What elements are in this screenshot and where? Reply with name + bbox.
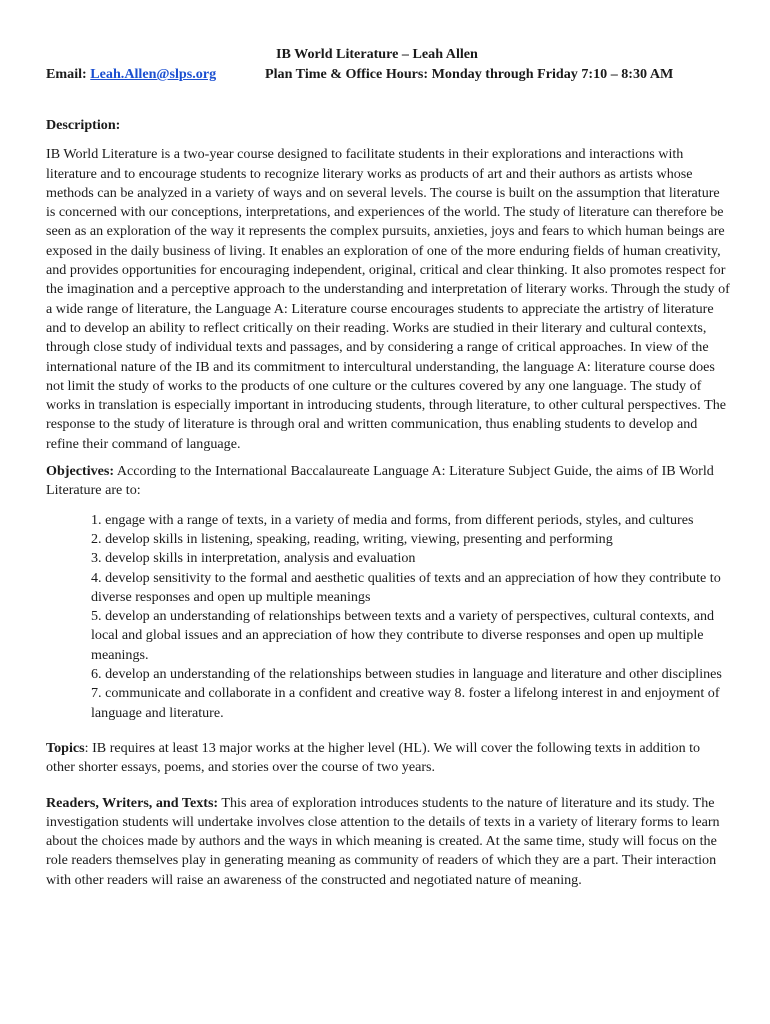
objectives-list: [91, 511, 731, 723]
list-item: 3. develop skills in interpretation, analysis and evaluation: [91, 550, 416, 567]
email-link[interactable]: Leah.Allen@slps.org: [90, 66, 217, 82]
contact-row: [46, 66, 730, 83]
readers-label: Readers, Writers, and Texts:: [46, 794, 219, 811]
list-item: 2. develop skills in listening, speaking, reading, writing, viewing, presenting and performing: [91, 530, 613, 547]
objectives-paragraph: [46, 462, 730, 501]
description-heading: Description:: [46, 117, 121, 133]
email-label: Email:: [46, 66, 91, 82]
readers-text: This area of exploration introduces students to the nature of literature and its study. The investigation students will undertake involves close attention to the details of texts in a variety of literary forms to learn about the choices made by authors and the ways in which meaning is created. At the same time, study will focus on the role readers themselves play in generating meaning as community of readers of which they are a part. Their interaction with other readers will raise an awareness of the constructed and negotiated nature of meaning.: [46, 794, 720, 888]
objectives-intro: According to the International Baccalaureate Language A: Literature Subject Guide, the aims of IB World Literature are to:: [46, 463, 714, 499]
list-item: 1. engage with a range of texts, in a variety of media and forms, from different periods, styles, and cultures: [91, 511, 694, 528]
readers-paragraph: [46, 794, 730, 890]
list-item: 5. develop an understanding of relationships between texts and a variety of perspectives, cultural contexts, and local and global issues and an appreciation of how they contribute to diverse responses and open up multiple meanings.: [91, 608, 715, 663]
topics-paragraph: [46, 739, 730, 778]
topics-label: Topics: [46, 739, 85, 756]
description-text: IB World Literature is a two-year course designed to facilitate students in their explorations and interactions with literature and to encourage students to recognize literary works as products of art and their authors as artists whose methods can be analyzed in a variety of ways and on several levels. The course is built on the assumption that literature is concerned with our conceptions, interpretations, and experiences of the world. The study of literature can therefore be seen as an exploration of the way it represents the complex pursuits, anxieties, joys and fears to which human beings are exposed in the daily business of living. It enables an exploration of one of the more enduring fields of human creativity, and provides opportunities for encouraging independent, original, critical and clear thinking. It also promotes respect for the imagination and a perceptive approach to the understanding and interpretation of literary works. Through the study of a wide range of literature, the Language A: Literature course encourages students to appreciate the artistry of literature and to develop an ability to reflect critically on their reading. Works are studied in their literary and cultural contexts, through close study of individual texts and passages, and by considering a range of critical approaches. In view of the international nature of the IB and its commitment to intercultural understanding, the language A: literature course does not limit the study of works to the products of one culture or the cultures covered by any one language. The study of works in translation is especially important in introducing students, through literature, to other cultural perspectives. The response to the study of literature is through oral and written communication, thus enabling students to develop and refine their command of language.: [46, 146, 730, 452]
list-item: 6. develop an understanding of the relationships between studies in language and literature and other disciplines: [91, 666, 722, 683]
list-item: 7. communicate and collaborate in a confident and creative way 8. foster a lifelong interest in and enjoyment of language and literature.: [91, 685, 720, 721]
objectives-label: Objectives:: [46, 463, 115, 480]
topics-text: : IB requires at least 13 major works at the higher level (HL). We will cover the following texts in addition to other shorter essays, poems, and stories over the course of two years.: [46, 739, 701, 776]
list-item: 4. develop sensitivity to the formal and aesthetic qualities of texts and an appreciation of how they contribute to diverse responses and open up multiple meanings: [91, 569, 721, 605]
page-title: IB World Literature – Leah Allen: [276, 46, 478, 62]
document-body: [46, 116, 730, 890]
office-hours: Plan Time & Office Hours: Monday through Friday 7:10 – 8:30 AM: [265, 66, 674, 82]
